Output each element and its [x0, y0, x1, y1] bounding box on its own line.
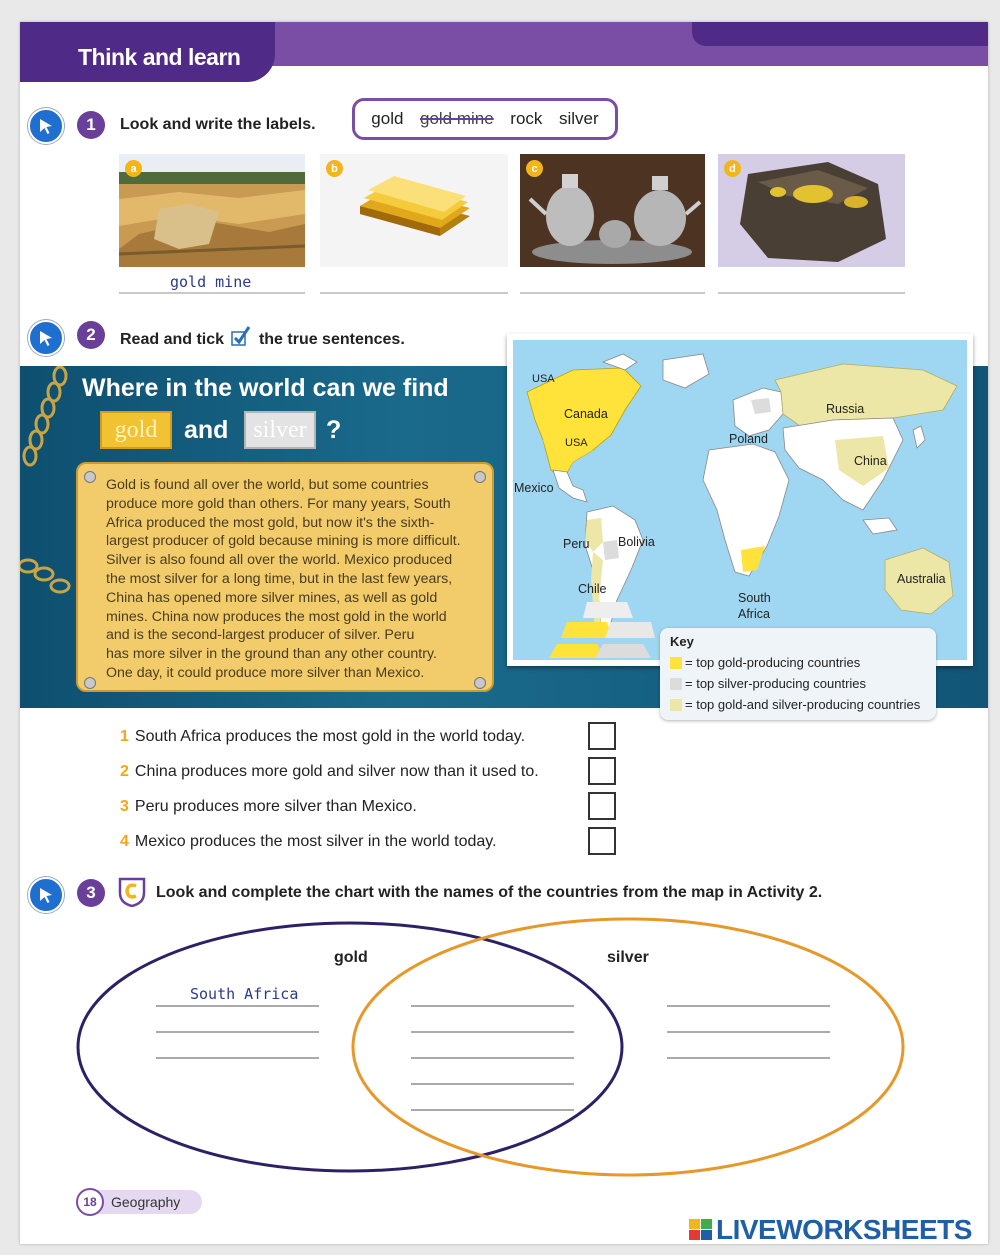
- map-label-south-africa: South: [738, 591, 771, 605]
- activity1-number: 1: [77, 111, 105, 139]
- both-line[interactable]: [411, 1083, 574, 1085]
- photo-letter-a: a: [125, 160, 142, 177]
- sentence-number: 4: [120, 833, 129, 850]
- cursor-icon: [37, 329, 55, 347]
- map-key-title: Key: [670, 634, 694, 649]
- sentence-number: 3: [120, 798, 129, 815]
- page-number: 18: [76, 1188, 104, 1216]
- sentence-3: [120, 798, 417, 816]
- answer-line-a[interactable]: [119, 292, 305, 294]
- article-line: largest producer of gold because mining is more difficult.: [106, 533, 461, 550]
- both-line[interactable]: [411, 1005, 574, 1007]
- photo-gold-rock: [718, 154, 905, 267]
- map-label-south-africa-2: Africa: [738, 607, 770, 621]
- gold-line[interactable]: [156, 1005, 319, 1007]
- answer-line-c[interactable]: [520, 292, 705, 294]
- photo-gold-bars: [320, 154, 508, 267]
- sentence-text: China produces more gold and silver now than it used to.: [134, 763, 539, 780]
- map-label-canada: Canada: [564, 407, 608, 421]
- map-key-label: = top silver-producing countries: [685, 676, 867, 691]
- liveworksheets-logo-icon: [688, 1216, 714, 1242]
- article-line: and is the second-largest producer of silver. Peru: [106, 627, 415, 644]
- photo-letter-c: c: [526, 160, 543, 177]
- activity3-number: 3: [77, 879, 105, 907]
- silver-word-badge: silver: [244, 411, 316, 449]
- sentence-4: [120, 833, 497, 851]
- map-key-label: = top gold-producing countries: [685, 655, 861, 670]
- photo-letter-b: b: [326, 160, 343, 177]
- activity1-instruction: Look and write the labels.: [120, 116, 316, 133]
- screw-icon: [474, 471, 486, 483]
- article-line: produce more gold than others. For many years, South: [106, 495, 451, 512]
- map-key: [660, 628, 936, 720]
- photo-letter-d: d: [724, 160, 741, 177]
- activity2-instruction-end: the true sentences.: [258, 331, 405, 348]
- activity3-instruction: Look and complete the chart with the names of the countries from the map in Activity 2.: [156, 884, 823, 901]
- map-key-row: [670, 652, 926, 673]
- activity2-cursor-button[interactable]: [28, 320, 64, 356]
- activity2-instruction: [120, 326, 405, 349]
- silver-swatch-icon: [670, 678, 682, 690]
- article-line: Gold is found all over the world, but some countries: [106, 477, 429, 493]
- map-label-usa: USA: [565, 437, 588, 449]
- sentence-text: Peru produces more silver than Mexico.: [134, 798, 417, 815]
- tick-box-4[interactable]: [588, 827, 616, 855]
- activity2-instruction-start: Read and tick: [120, 331, 225, 348]
- article-line: has more silver in the ground than any other country.: [106, 646, 437, 663]
- map-label-russia: Russia: [826, 402, 865, 416]
- activity1-cursor-button[interactable]: [28, 108, 64, 144]
- article-text-card: [76, 462, 494, 692]
- answer-line-b[interactable]: [320, 292, 508, 294]
- critical-thinking-shield-icon: [118, 877, 146, 907]
- tick-box-3[interactable]: [588, 792, 616, 820]
- venn-silver-label: silver: [607, 949, 649, 966]
- subject-label: Geography: [111, 1194, 181, 1210]
- sentence-number: 1: [120, 728, 129, 745]
- sentence-1: [120, 728, 525, 746]
- map-label-mexico: Mexico: [514, 481, 554, 495]
- gold-silver-swatch-icon: [670, 699, 682, 711]
- map-label-bolivia: Bolivia: [618, 535, 655, 549]
- map-label-australia: Australia: [897, 572, 946, 586]
- sentence-text: South Africa produces the most gold in the world today.: [134, 728, 526, 745]
- cursor-icon: [37, 886, 55, 904]
- article-line: mines. China now produces the most gold in the world: [106, 608, 447, 625]
- chain-decoration-icon: [20, 366, 80, 708]
- silver-line[interactable]: [667, 1057, 830, 1059]
- both-line[interactable]: [411, 1109, 574, 1111]
- word-bank-item-used: gold mine: [420, 109, 494, 128]
- brand-logo: [688, 1214, 972, 1244]
- venn-gold-answer[interactable]: South Africa: [190, 985, 299, 1003]
- both-line[interactable]: [411, 1031, 574, 1033]
- tick-box-1[interactable]: [588, 722, 616, 750]
- map-key-row: [670, 673, 926, 694]
- photo-gold-mine: [119, 154, 305, 267]
- word-bank-item: gold: [371, 109, 404, 128]
- screw-icon: [84, 677, 96, 689]
- word-bank: [352, 98, 618, 140]
- both-line[interactable]: [411, 1057, 574, 1059]
- screw-icon: [474, 677, 486, 689]
- gold-line[interactable]: [156, 1057, 319, 1059]
- silver-line[interactable]: [667, 1005, 830, 1007]
- map-label-peru: Peru: [563, 537, 590, 551]
- page-title: Think and learn: [78, 44, 241, 70]
- photo-silver-teaset: [520, 154, 705, 267]
- article-line: One day, it could produce more silver than Mexico.: [106, 664, 425, 681]
- map-label-chile: Chile: [578, 582, 607, 596]
- gold-word-badge: gold: [100, 411, 172, 449]
- activity3-cursor-button[interactable]: [28, 877, 64, 913]
- and-word: and: [184, 416, 229, 444]
- silver-line[interactable]: [667, 1031, 830, 1033]
- map-key-label: = top gold-and silver-producing countries: [685, 697, 921, 712]
- article-line: the most silver for a long time, but in the last few years,: [106, 570, 453, 587]
- article-line: China has opened more silver mines, as well as gold: [106, 589, 438, 606]
- map-label-poland: Poland: [729, 432, 768, 446]
- answer-a[interactable]: gold mine: [170, 273, 252, 291]
- answer-line-d[interactable]: [718, 292, 905, 294]
- gold-line[interactable]: [156, 1031, 319, 1033]
- sentence-text: Mexico produces the most silver in the world today.: [134, 833, 497, 850]
- map-key-row: [670, 694, 926, 715]
- sentence-number: 2: [120, 763, 129, 780]
- brand-name: LIVEWORKSHEETS: [716, 1214, 972, 1244]
- article-heading: Where in the world can we find: [82, 374, 449, 402]
- worksheet-page: [20, 22, 988, 1244]
- article-line: Africa produced the most gold, but now it's the sixth-: [106, 514, 435, 531]
- screw-icon: [84, 471, 96, 483]
- cursor-icon: [37, 117, 55, 135]
- sentence-2: [120, 763, 539, 781]
- question-mark: ?: [326, 416, 342, 444]
- map-label-usa-top: USA: [532, 373, 555, 385]
- checkmark-icon: [230, 326, 252, 348]
- header-right-accent: [692, 22, 988, 46]
- tick-box-2[interactable]: [588, 757, 616, 785]
- article-line: Silver is also found all over the world. Mexico produced: [106, 552, 453, 569]
- word-bank-item: rock: [510, 109, 543, 128]
- activity2-number: 2: [77, 321, 105, 349]
- map-label-china: China: [854, 454, 887, 468]
- gold-swatch-icon: [670, 657, 682, 669]
- venn-gold-label: gold: [334, 949, 368, 966]
- word-bank-item: silver: [559, 109, 599, 128]
